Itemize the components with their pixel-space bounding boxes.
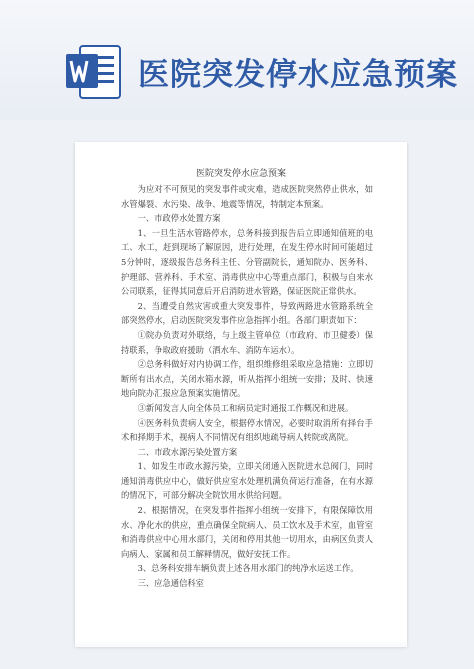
document-page bbox=[75, 142, 407, 647]
paragraph: 2、当遭受自然灾害或重大突发事件，导致两路进水管路系统全部突然停水，启动医院突发事件应急指挥小组。各部门职责如下： bbox=[121, 300, 373, 326]
paragraph: 3、总务科安排车辆负责上述各用水部门的纯净水运送工作。 bbox=[137, 563, 359, 574]
paragraph-intro: 为应对不可预见的突发事件或灾难，造成医院突然停止供水，如水管爆裂、水污染、战争、地震等情况，特制定本预案。 bbox=[121, 184, 373, 209]
paragraph: 1、一旦生活水管路停水，总务科接到报告后立即通知值班的电工、水工，赶到现场了解原因，进行处理，在发生停水时间可能超过5分钟时，逐级报告总务科主任、分管副院长，通知院办、医务科、护理部、营养科、手术室、消毒供应中心等重点部门，积极与自来水公司联系，征得其同意后开启消防进水管路，保证医院正常供水。 bbox=[121, 227, 373, 297]
document-title: 医院突发停水应急预案 bbox=[195, 169, 286, 179]
banner-title: 医院突发停水应急预案 bbox=[138, 57, 458, 93]
document-body bbox=[121, 182, 373, 591]
bottom-fade bbox=[0, 640, 474, 669]
section-heading-3: 三、应急通信科室 bbox=[137, 578, 204, 589]
section-heading-2: 二、市政水源污染处置方案 bbox=[137, 446, 238, 457]
paragraph: ②总务科做好对内协调工作，组织维修组采取应急措施：立即切断所有出水点，关闭水箱水源，听从指挥小组统一安排；及时、快速地向院办汇报应急预案实施情况。 bbox=[121, 359, 373, 399]
document-banner bbox=[0, 0, 474, 120]
paragraph: ④医务科负责病人安全，根据停水情况，必要时取消所有择台手术和择期手术，视病人不同情况有组织地疏导病人转院或离院。 bbox=[121, 417, 373, 443]
paragraph: ③新闻发言人向全体员工和病员定时通报工作概况和进展。 bbox=[137, 402, 354, 413]
word-document-icon bbox=[62, 40, 126, 104]
section-heading-1: 一、市政停水处置方案 bbox=[137, 213, 221, 224]
paragraph: 1、如发生市政水源污染，立即关闭通入医院进水总阀门，同时通知消毒供应中心，做好供应室水处理机满负荷运行准备，在有水源的情况下，可部分解决全院饮用水供给问题。 bbox=[121, 461, 373, 501]
paragraph: ①院办负责对外联络，与上级主管单位（市政府、市卫健委）保持联系，争取政府援助（洒水车、消防车运水）。 bbox=[121, 329, 373, 355]
paragraph: 2、根据情况，在突发事件指挥小组统一安排下，有限保障饮用水、净化水的供应，重点确保全院病人、员工饮水及手术室，血管室和消毒供应中心用水部门，关闭和停用其他一切用水，由病区负责人向病人、家属和员工解释情况，做好安抚工作。 bbox=[121, 505, 373, 559]
